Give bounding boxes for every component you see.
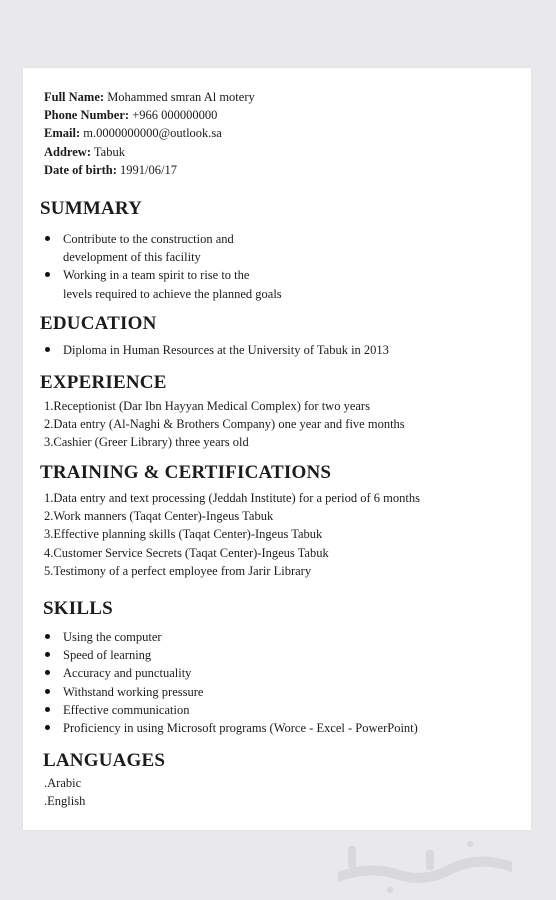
contact-address-label: Addrew: bbox=[44, 144, 91, 159]
contact-phone-label: Phone Number: bbox=[44, 108, 130, 123]
list-item bbox=[43, 266, 282, 284]
list-item: .English bbox=[44, 794, 86, 809]
training-heading: TRAINING & CERTIFICATIONS bbox=[40, 462, 332, 483]
summary-item-1-line-1: Contribute to the construction and bbox=[63, 232, 234, 246]
haraj-logo-icon bbox=[330, 838, 520, 894]
contact-name-value: Mohammed smran Al motery bbox=[107, 90, 255, 104]
education-heading: EDUCATION bbox=[40, 313, 157, 334]
list-item: 1.Receptionist (Dar Ibn Hayyan Medical Complex) for two years bbox=[44, 399, 370, 413]
summary-item-2-line-1: Working in a team spirit to rise to the bbox=[63, 268, 250, 283]
list-item: 3.Cashier (Greer Library) three years old bbox=[44, 435, 249, 450]
contact-phone-value: +966 000000000 bbox=[132, 108, 218, 123]
contact-info bbox=[44, 88, 255, 179]
list-item: Diploma in Human Resources at the University of Tabuk in 2013 bbox=[43, 341, 389, 359]
list-item: Withstand working pressure bbox=[43, 683, 418, 701]
contact-email-label: Email: bbox=[44, 126, 81, 141]
languages-heading: LANGUAGES bbox=[43, 750, 166, 771]
list-item: 4.Customer Service Secrets (Taqat Center)-Ingeus Tabuk bbox=[44, 545, 329, 560]
list-item: 3.Effective planning skills (Taqat Center)-Ingeus Tabuk bbox=[44, 527, 323, 542]
experience-list bbox=[44, 397, 405, 452]
contact-email-value: m.0000000000@outlook.sa bbox=[83, 126, 222, 141]
skills-list bbox=[43, 628, 418, 737]
list-item: Speed of learning bbox=[43, 646, 418, 664]
contact-address-value: Tabuk bbox=[93, 144, 125, 159]
contact-dob-label: Date of birth: bbox=[44, 162, 117, 177]
contact-dob-row bbox=[44, 161, 255, 179]
resume-sheet bbox=[23, 68, 531, 830]
summary-item-1-line-2: development of this facility bbox=[63, 250, 201, 265]
languages-list bbox=[44, 774, 85, 810]
list-item bbox=[43, 230, 282, 248]
education-list bbox=[43, 341, 389, 359]
summary-item-2-line-2: levels required to achieve the planned goals bbox=[63, 286, 282, 301]
skills-heading: SKILLS bbox=[43, 598, 113, 619]
experience-heading: EXPERIENCE bbox=[40, 372, 167, 393]
contact-name-row bbox=[44, 88, 255, 106]
list-item: Accuracy and punctuality bbox=[43, 664, 418, 682]
list-item: 2.Data entry (Al-Naghi & Brothers Company) one year and five months bbox=[44, 417, 405, 432]
list-item: .Arabic bbox=[44, 776, 82, 790]
list-item: Using the computer bbox=[43, 628, 418, 646]
contact-address-row bbox=[44, 143, 255, 161]
contact-phone-row bbox=[44, 106, 255, 124]
list-item: Proficiency in using Microsoft programs (Worce - Excel - PowerPoint) bbox=[43, 719, 418, 737]
training-list bbox=[44, 489, 420, 580]
summary-list bbox=[43, 230, 282, 303]
contact-name-label: Full Name: bbox=[44, 90, 105, 104]
summary-heading: SUMMARY bbox=[40, 198, 143, 219]
list-item: 5.Testimony of a perfect employee from Jarir Library bbox=[44, 563, 312, 578]
list-item: 2.Work manners (Taqat Center)-Ingeus Tabuk bbox=[44, 509, 274, 524]
list-item: Effective communication bbox=[43, 701, 418, 719]
contact-email-row bbox=[44, 124, 255, 142]
contact-dob-value: 1991/06/17 bbox=[120, 162, 177, 177]
list-item: 1.Data entry and text processing (Jeddah Institute) for a period of 6 months bbox=[44, 491, 420, 505]
